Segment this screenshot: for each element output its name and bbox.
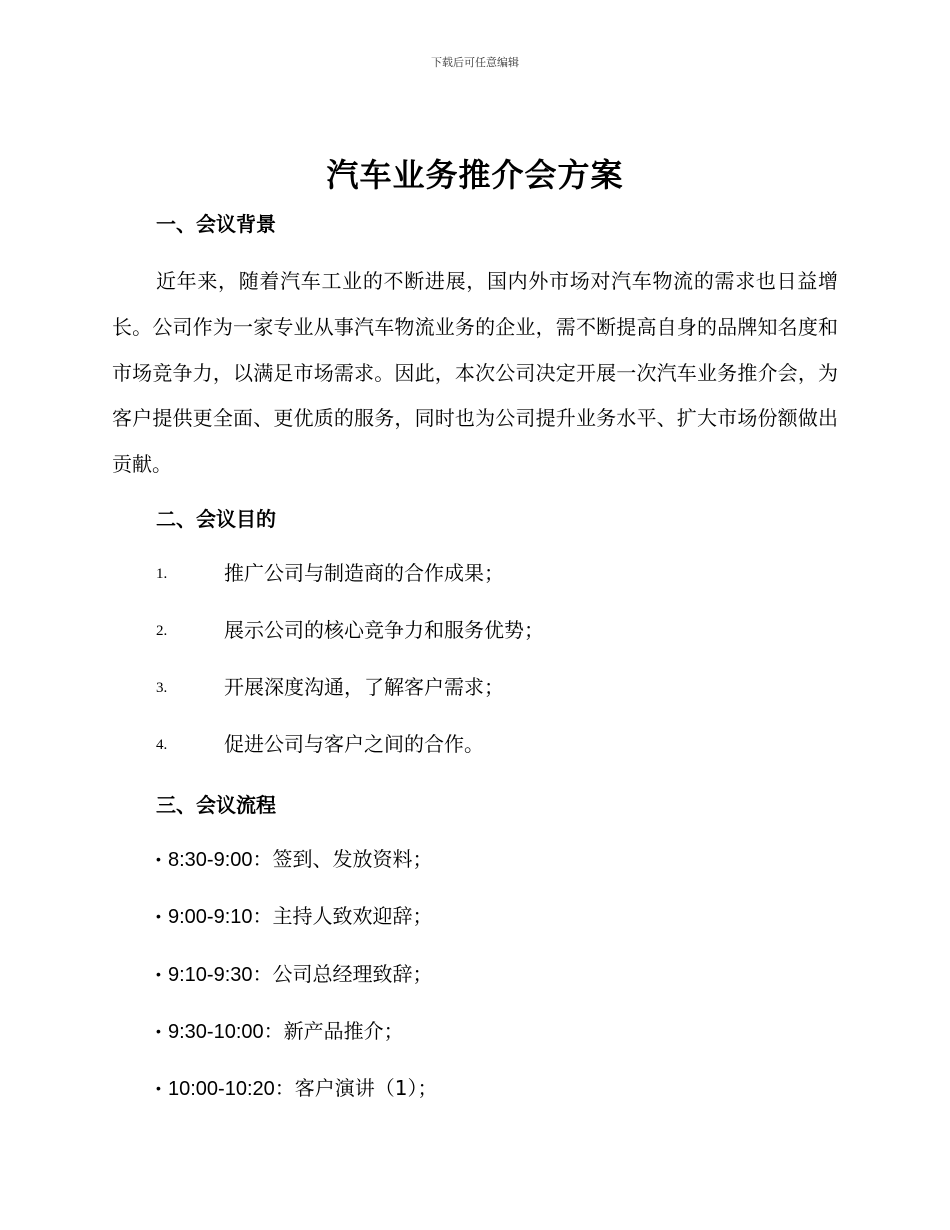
agenda-item [156,959,433,990]
agenda-separator: ： [263,1019,284,1043]
agenda-description: 签到、发放资料； [272,847,433,871]
section-heading-agenda: 三、会议流程 [156,793,276,817]
section-heading-background: 一、会议背景 [156,212,276,236]
agenda-description: 公司总经理致辞； [272,962,433,986]
agenda-separator: ： [252,904,273,928]
agenda-description: 客户演讲（1）； [294,1076,438,1100]
agenda-item [156,1073,438,1104]
agenda-item [156,1016,404,1047]
agenda-separator: ： [274,1076,295,1100]
document-title: 汽车业务推介会方案 [326,156,624,194]
agenda-description: 新产品推介； [283,1019,404,1043]
bullet-icon: • [156,1023,161,1039]
agenda-description: 主持人致欢迎辞； [272,904,433,928]
section-heading-purpose: 二、会议目的 [156,507,276,531]
bullet-icon: • [156,851,161,867]
agenda-item [156,901,433,932]
background-paragraph: 近年来，随着汽车工业的不断进展，国内外市场对汽车物流的需求也日益增长。公司作为一家专业从事汽车物流业务的企业，需不断提高自身的品牌知名度和市场竞争力，以满足市场需求。因此，本次公司决定开展一次汽车业务推介会，为客户提供更全面、更优质的服务，同时也为公司提升业务水平、扩大市场份额做出贡献。 [112,269,838,477]
running-header: 下载后可任意编辑 [431,56,519,69]
list-item-text: 展示公司的核心竞争力和服务优势； [224,618,544,642]
list-item-number: 4. [156,737,168,753]
agenda-time: 10:00-10:20 [168,1078,275,1100]
list-item-text: 促进公司与客户之间的合作。 [224,732,484,756]
agenda-time: 9:30-10:00 [168,1021,264,1043]
bullet-icon: • [156,966,161,982]
agenda-time: 9:00-9:10 [168,906,253,928]
list-item-number: 1. [156,566,168,582]
bullet-icon: • [156,908,161,924]
list-item-number: 3. [156,680,168,696]
list-item-text: 推广公司与制造商的合作成果； [224,561,504,585]
agenda-separator: ： [252,847,273,871]
bullet-icon: • [156,1080,161,1096]
list-item-text: 开展深度沟通，了解客户需求； [224,675,504,699]
agenda-time: 8:30-9:00 [168,849,253,871]
agenda-time: 9:10-9:30 [168,964,253,986]
agenda-item [156,844,433,875]
list-item-number: 2. [156,623,168,639]
agenda-separator: ： [252,962,273,986]
